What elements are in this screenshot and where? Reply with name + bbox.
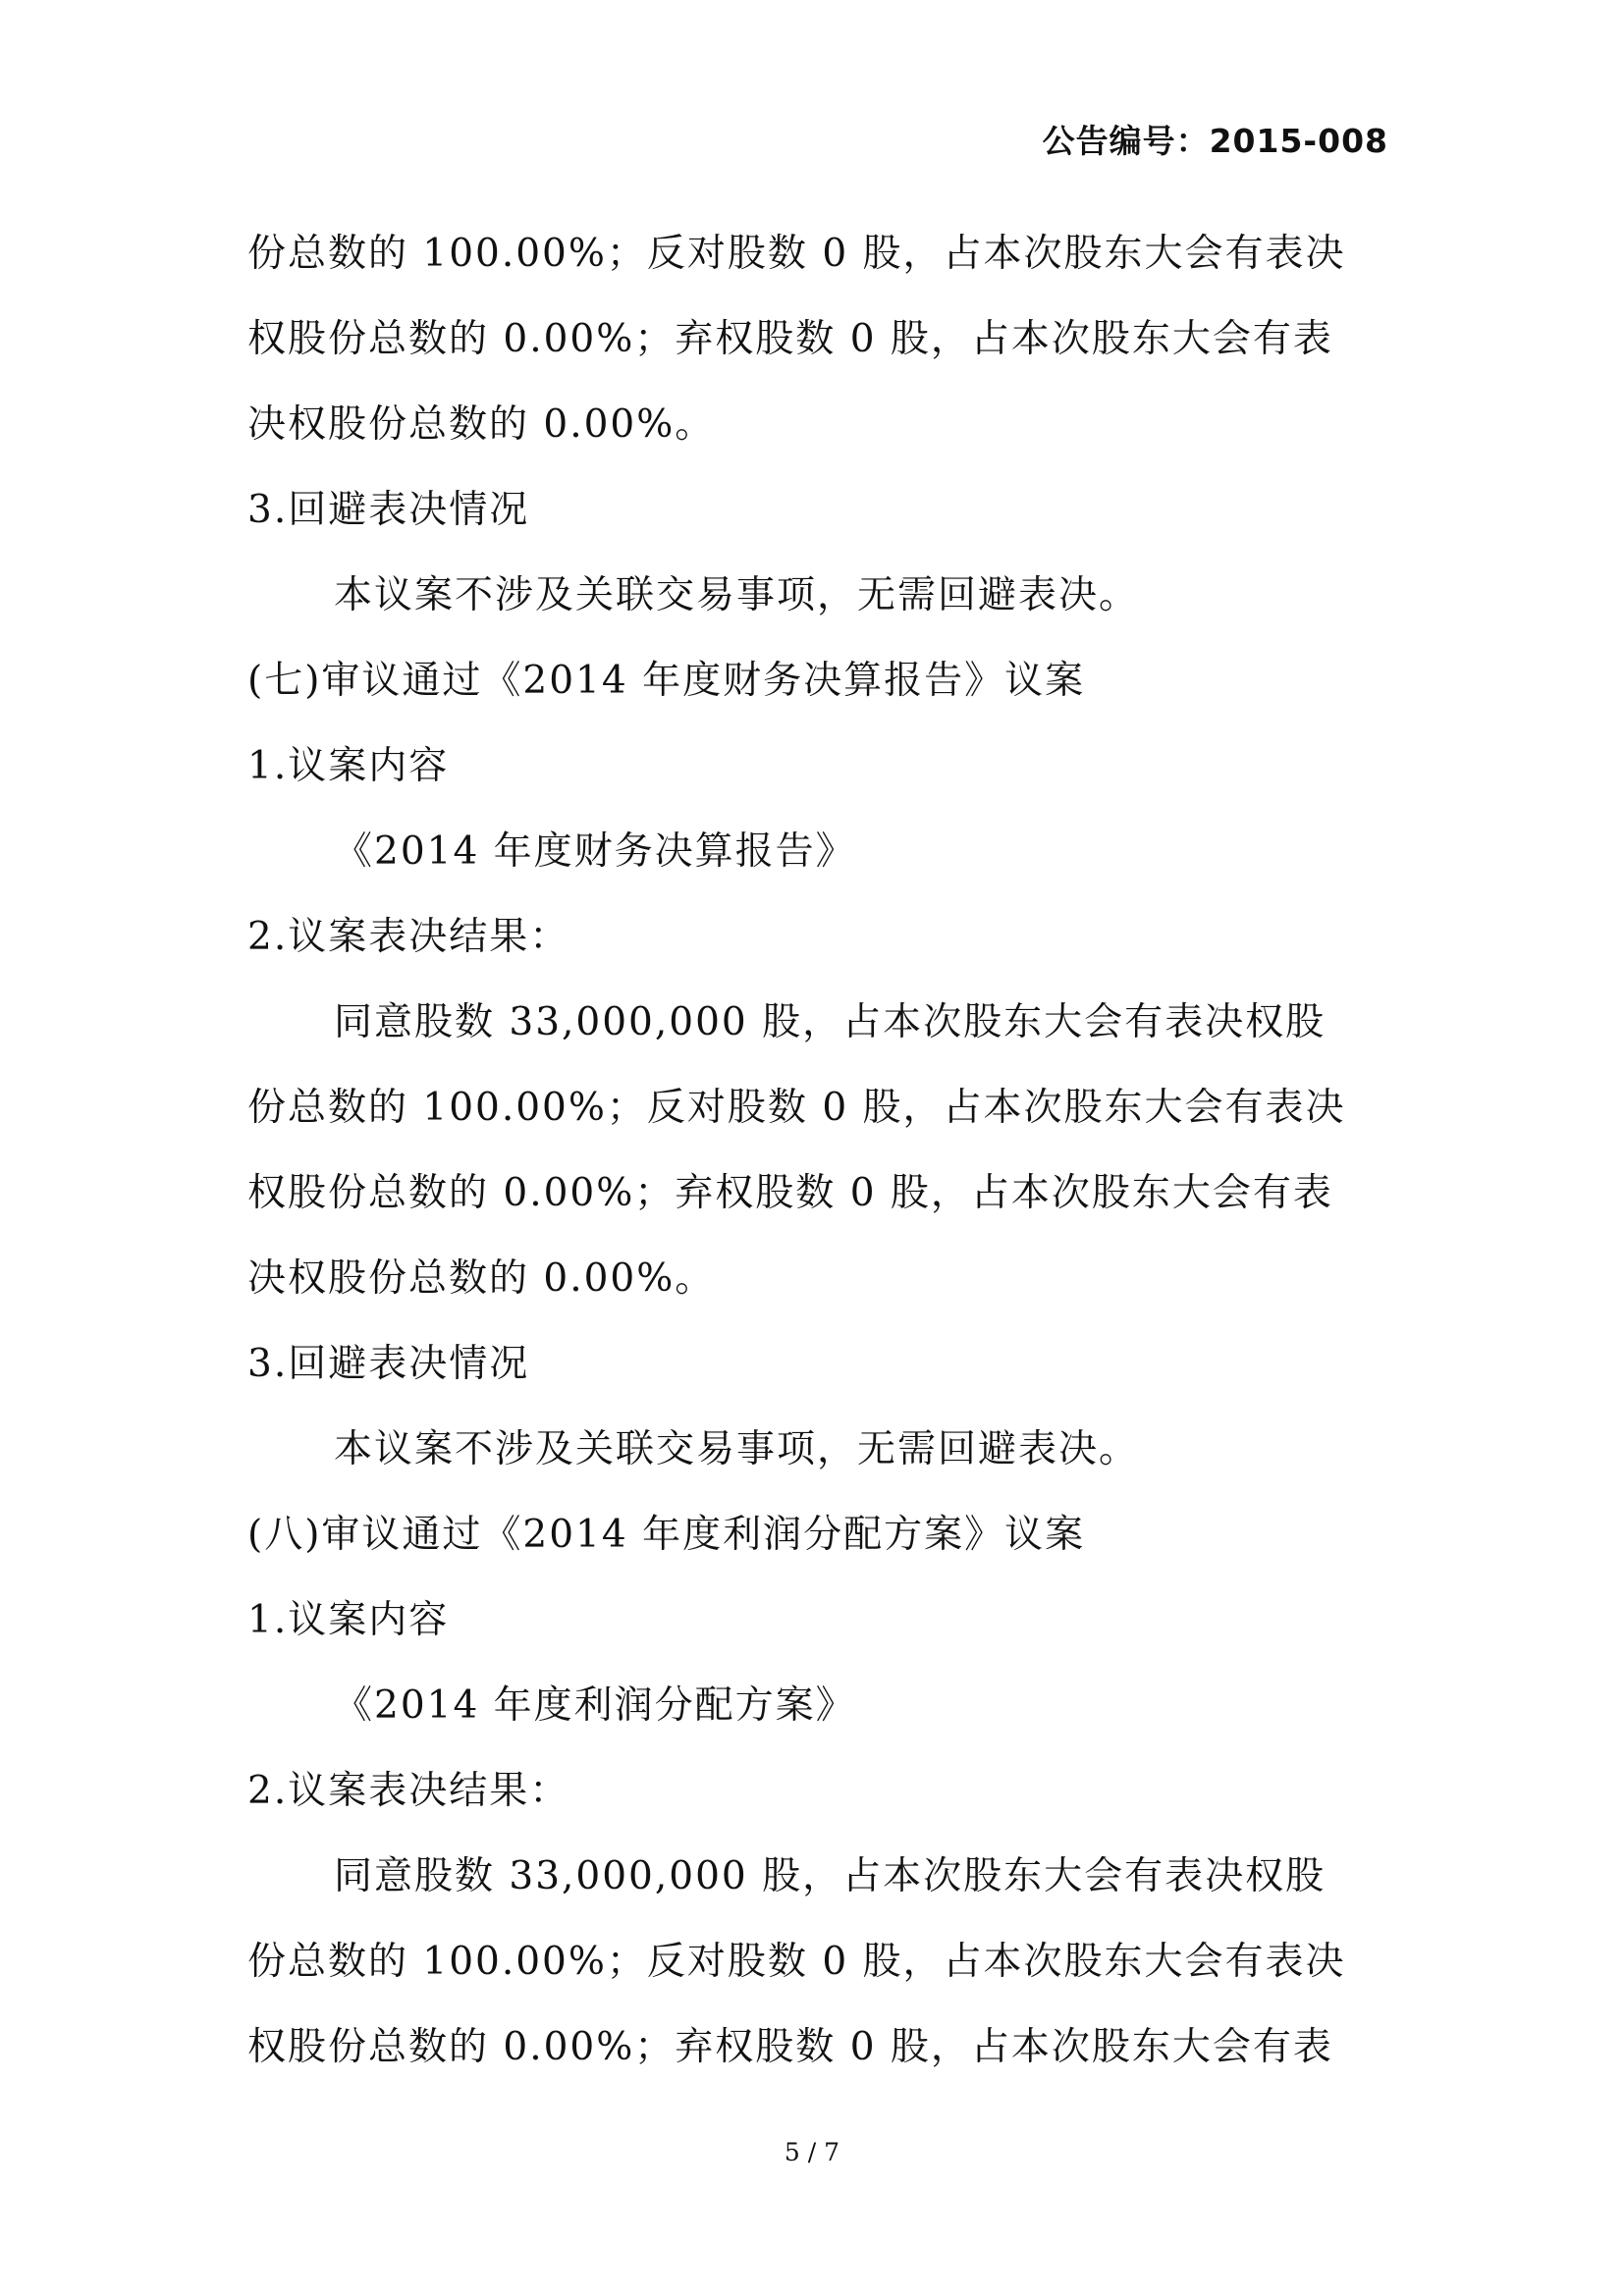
text-line: 份总数的 100.00%；反对股数 0 股，占本次股东大会有表决 [247,1940,1346,1984]
text-line: 本议案不涉及关联交易事项，无需回避表决。 [334,573,1140,617]
text-line: 份总数的 100.00%；反对股数 0 股，占本次股东大会有表决 [247,1086,1346,1130]
text-line: 同意股数 33,000,000 股，占本次股东大会有表决权股 [334,1854,1326,1898]
text-line: 同意股数 33,000,000 股，占本次股东大会有表决权股 [334,1000,1326,1044]
text-line: 权股份总数的 0.00%；弃权股数 0 股，占本次股东大会有表 [247,2025,1333,2069]
text-line: 本议案不涉及关联交易事项，无需回避表决。 [334,1427,1140,1471]
text-line: 《2014 年度利润分配方案》 [334,1683,856,1728]
text-line: 3.回避表决情况 [247,1342,530,1386]
page-number: 5 / 7 [784,2138,840,2166]
text-line: 权股份总数的 0.00%；弃权股数 0 股，占本次股东大会有表 [247,1171,1333,1215]
text-line: 3.回避表决情况 [247,488,530,532]
text-line: 决权股份总数的 0.00%。 [247,402,716,447]
announcement-number: 公告编号：2015-008 [1042,122,1388,160]
text-line: 决权股份总数的 0.00%。 [247,1256,716,1301]
text-line: 《2014 年度财务决算报告》 [334,829,856,874]
text-line: 1.议案内容 [247,1598,450,1642]
text-line: 权股份总数的 0.00%；弃权股数 0 股，占本次股东大会有表 [247,317,1333,361]
document-body [247,211,1386,2090]
text-line: 2.议案表决结果： [247,1769,570,1813]
text-line: (七)审议通过《2014 年度财务决算报告》议案 [247,659,1086,703]
text-line: (八)审议通过《2014 年度利润分配方案》议案 [247,1513,1086,1557]
text-line: 2.议案表决结果： [247,915,570,959]
text-line: 份总数的 100.00%；反对股数 0 股，占本次股东大会有表决 [247,232,1346,276]
text-line: 1.议案内容 [247,744,450,788]
